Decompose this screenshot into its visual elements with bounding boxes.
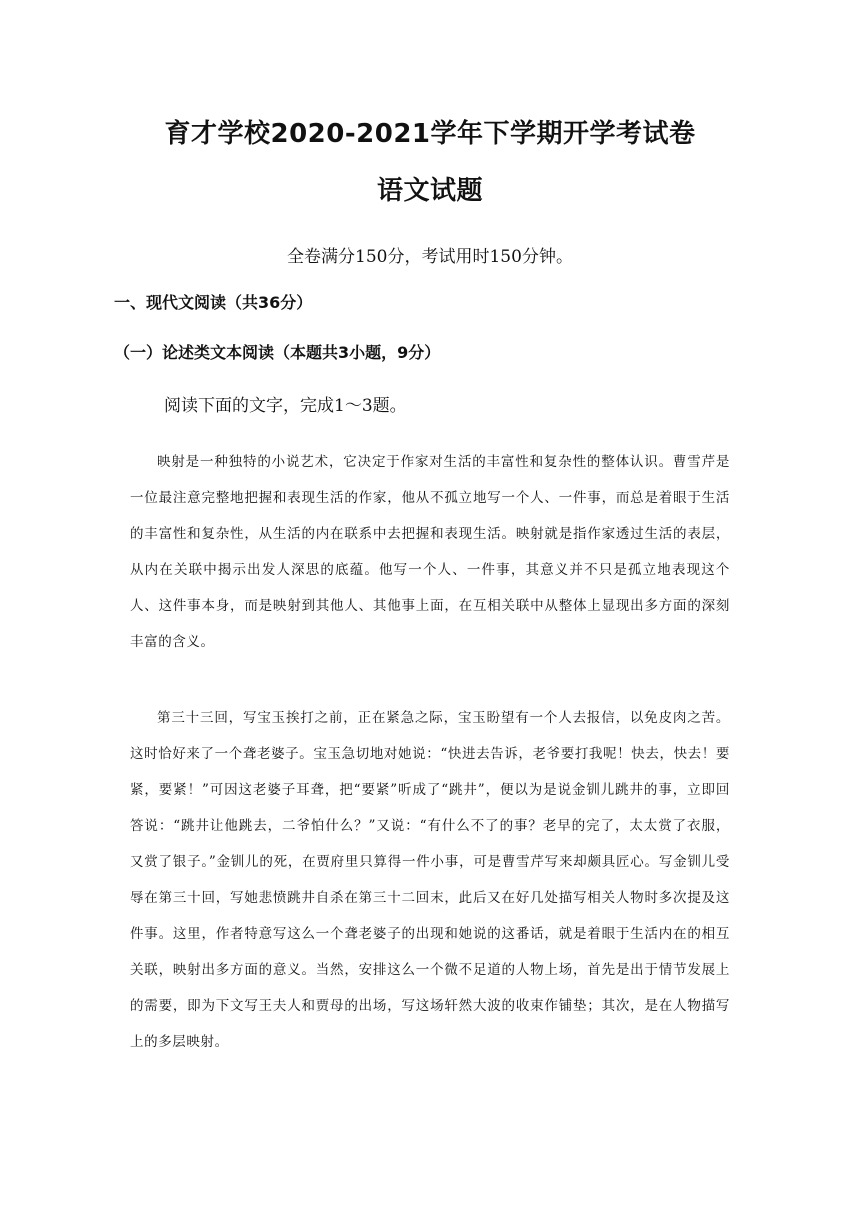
subsection-heading: （一）论述类文本阅读（本题共3小题，9分） (114, 343, 441, 362)
reading-instruction: 阅读下面的文字，完成1～3题。 (164, 396, 407, 416)
exam-subtitle: 语文试题 (376, 176, 483, 206)
passage-paragraph-2: 第三十三回，写宝玉挨打之前，正在紧急之际，宝玉盼望有一个人去报信，以免皮肉之苦。这时恰好来了一个聋老婆子。宝玉急切地对她说：“快进去告诉，老爷要打我呢！快去，快去！要紧，要紧！”可因这老婆子耳聋，把“要紧”听成了“跳井”，便以为是说金钏儿跳井的事，立即回答说：“跳井让他跳去，二爷怕什么？”又说：“有什么不了的事？老早的完了，太太赏了衣服，又赏了银子。”金钏儿的死，在贾府里只算得一件小事，可是曹雪芹写来却颇具匠心。写金钏儿受辱在第三十回，写她悲愤跳井自杀在第三十二回末，此后又在好几处描写相关人物时多次提及这件事。这里，作者特意写这么一个聋老婆子的出现和她说的这番话，就是着眼于生活内在的相互关联，映射出多方面的意义。当然，安排这么一个微不足道的人物上场，首先是出于情节发展上的需要，即为下文写王夫人和贾母的出场，写这场轩然大波的收束作铺垫；其次，是在人物描写上的多层映射。 (130, 709, 730, 1050)
section-heading: 一、现代文阅读（共36分） (114, 293, 313, 312)
score-note: 全卷满分150分，考试用时150分钟。 (287, 247, 573, 267)
passage-paragraph-1: 映射是一种独特的小说艺术，它决定于作家对生活的丰富性和复杂性的整体认识。曹雪芹是一位最注意完整地把握和表现生活的作家，他从不孤立地写一个人、一件事，而总是着眼于生活的丰富性和复杂性，从生活的内在联系中去把握和表现生活。映射就是指作家透过生活的表层，从内在关联中揭示出发人深思的底蕴。他写一个人、一件事，其意义并不只是孤立地表现这个人、这件事本身，而是映射到其他人、其他事上面，在互相关联中从整体上显现出多方面的深刻丰富的含义。 (130, 453, 730, 650)
exam-title: 育才学校2020-2021学年下学期开学考试卷 (164, 119, 696, 149)
